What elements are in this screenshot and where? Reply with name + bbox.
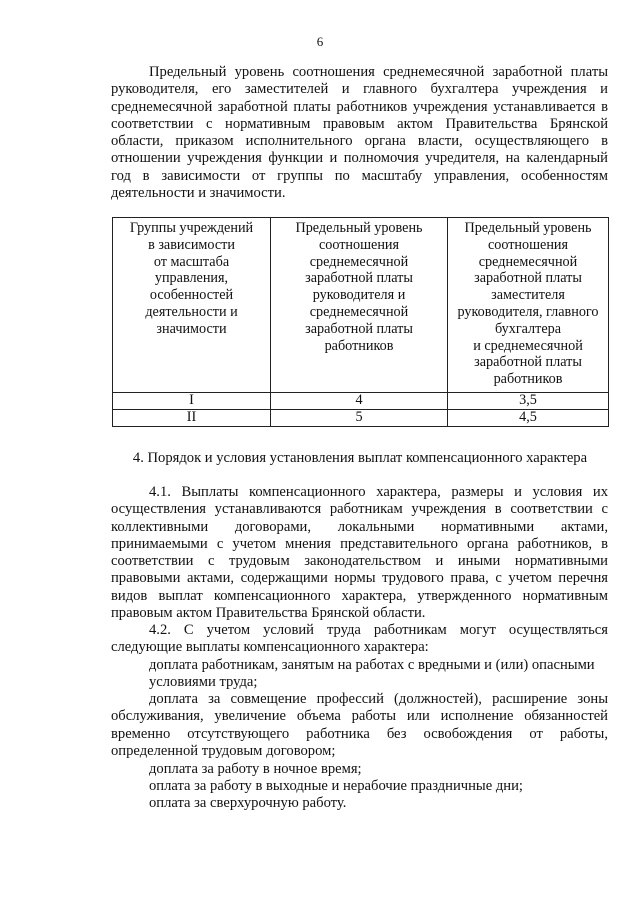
header-institution-groups: Группы учреждений в зависимости от масштаба управления, особенностей деятельности и значимости — [113, 218, 271, 393]
section-title: 4. Порядок и условия установления выплат компенсационного характера — [132, 450, 588, 466]
table-row — [113, 393, 609, 410]
table-cell-group: II — [113, 410, 271, 427]
table-cell-director-ratio: 5 — [271, 410, 448, 427]
paragraph-4-1: 4.1. Выплаты компенсационного характера, размеры и условия их осуществления устанавливаются работникам учреждения в соответствии с коллективными договорами, локальными нормативными актами, принимаемыми с учетом мнения представительного органа работников, в соответствии с трудовым законодательством и иными нормативными правовыми актами, содержащими нормы трудового права, с учетом перечня видов выплат компенсационного характера, утвержденного нормативным правовым актом Правительства Брянской области. — [111, 484, 608, 622]
paragraph-4-2: 4.2. С учетом условий труда работникам могут осуществляться следующие выплаты компенсационного характера: — [111, 622, 608, 656]
table-cell-deputy-ratio: 3,5 — [448, 393, 609, 410]
list-item-hazard-line2: условиями труда; — [149, 674, 258, 690]
list-item-night: доплата за работу в ночное время; — [149, 761, 362, 777]
list-item-overtime: оплата за сверхурочную работу. — [149, 795, 347, 811]
table-header-row — [113, 218, 609, 393]
page-number: 6 — [316, 34, 324, 49]
table-cell-deputy-ratio: 4,5 — [448, 410, 609, 427]
intro-paragraph: Предельный уровень соотношения среднемесячной заработной платы руководителя, его заместителей и главного бухгалтера учреждения и среднемесячной заработной платы работников учреждения устанавливается в соответствии с нормативным правовым актом Правительства Брянской области, приказом исполнительного органа власти, осуществляющего в отношении учреждения функции и полномочия учредителя, на календарный год в зависимости от группы по масштабу управления, особенностям деятельности и значимости. — [111, 64, 608, 202]
header-director-ratio: Предельный уровень соотношения среднемесячной заработной платы руководителя и среднемесячной заработной платы работников — [271, 218, 448, 393]
table-row — [113, 410, 609, 427]
table-cell-group: I — [113, 393, 271, 410]
list-item-hazard-line1: доплата работникам, занятым на работах с вредными и (или) опасными — [149, 657, 595, 673]
list-item-combination: доплата за совмещение профессий (должностей), расширение зоны обслуживания, увеличение объема работы или исполнение обязанностей временно отсутствующего работника без освобождения от работы, определенной трудовым договором; — [111, 691, 608, 759]
list-item-weekend: оплата за работу в выходные и нерабочие праздничные дни; — [149, 778, 523, 794]
header-deputy-ratio: Предельный уровень соотношения среднемесячной заработной платы заместителя руководителя, главного бухгалтера и среднемесячной заработной платы работников — [448, 218, 609, 393]
salary-ratio-table — [112, 217, 609, 427]
table-cell-director-ratio: 4 — [271, 393, 448, 410]
